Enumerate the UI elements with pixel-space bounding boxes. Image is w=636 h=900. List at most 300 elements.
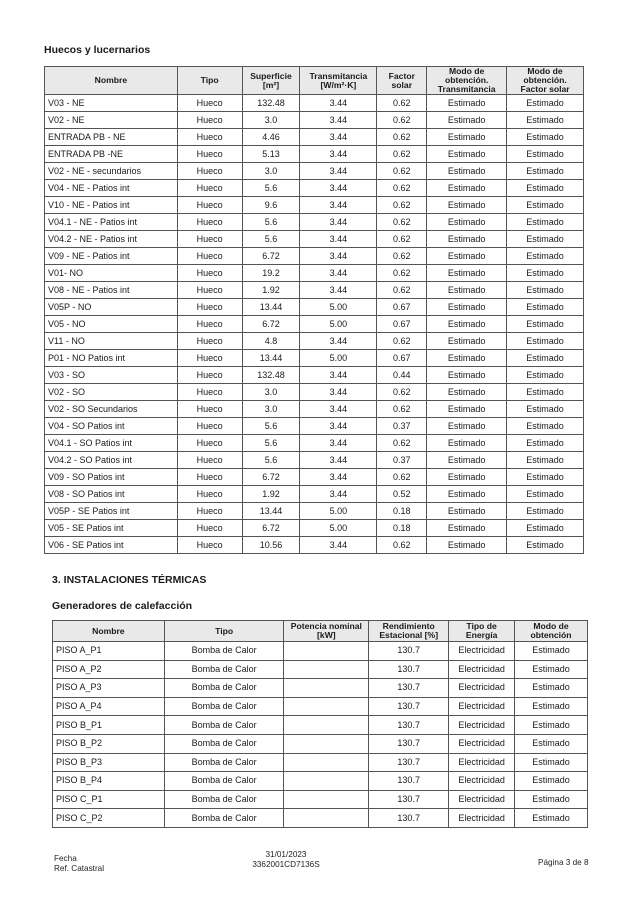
table-cell: 3.44 — [300, 333, 377, 350]
table-cell: 6.72 — [242, 520, 300, 537]
table-row — [45, 163, 584, 180]
table-cell: V11 - NO — [45, 333, 178, 350]
table-cell: 3.44 — [300, 197, 377, 214]
table-cell: 3.44 — [300, 95, 377, 112]
table-cell: 5.00 — [300, 299, 377, 316]
table-cell: Estimado — [507, 129, 584, 146]
table-cell — [284, 679, 369, 698]
table-cell: 1.92 — [242, 282, 300, 299]
table-cell: Estimado — [427, 486, 507, 503]
col-header-tipo: Tipo — [164, 621, 284, 642]
table-row — [45, 299, 584, 316]
table-cell: V09 - NE - Patios int — [45, 248, 178, 265]
table-cell: Estimado — [507, 469, 584, 486]
table-cell: Estimado — [427, 520, 507, 537]
col-header-transmitancia: Transmitancia [W/m²·K] — [300, 67, 377, 95]
table-cell: 0.62 — [377, 231, 427, 248]
table-cell: 3.44 — [300, 282, 377, 299]
table-cell: Estimado — [515, 679, 588, 698]
table-cell: Hueco — [177, 367, 242, 384]
table-cell: 0.62 — [377, 95, 427, 112]
table-cell: Estimado — [515, 734, 588, 753]
table-cell: 3.44 — [300, 418, 377, 435]
section-title-instalaciones: 3. INSTALACIONES TÉRMICAS — [52, 574, 207, 586]
table-cell: 0.62 — [377, 180, 427, 197]
table-cell: 0.62 — [377, 537, 427, 554]
table-cell: V08 - SO Patios int — [45, 486, 178, 503]
table-cell: 5.00 — [300, 316, 377, 333]
table-cell: Electricidad — [449, 809, 515, 828]
table-row — [53, 753, 588, 772]
table-cell: Estimado — [427, 367, 507, 384]
table-cell: PISO B_P2 — [53, 734, 165, 753]
table-cell: 3.44 — [300, 129, 377, 146]
table-cell: Hueco — [177, 163, 242, 180]
table-row — [45, 333, 584, 350]
table-cell: V06 - SE Patios int — [45, 537, 178, 554]
table-cell: 0.62 — [377, 163, 427, 180]
huecos-table — [44, 66, 584, 554]
table-cell: Estimado — [507, 384, 584, 401]
table-cell: Hueco — [177, 435, 242, 452]
table-cell: 0.44 — [377, 367, 427, 384]
table-row — [53, 716, 588, 735]
footer-labels — [54, 854, 104, 874]
table-cell: Estimado — [515, 772, 588, 791]
table-cell: Hueco — [177, 418, 242, 435]
table-cell: 130.7 — [369, 716, 449, 735]
table-cell: 3.44 — [300, 231, 377, 248]
table-cell: 5.6 — [242, 180, 300, 197]
table-cell: PISO A_P3 — [53, 679, 165, 698]
table-row — [53, 642, 588, 661]
table-row — [53, 697, 588, 716]
table-row — [45, 180, 584, 197]
table-cell: Estimado — [427, 265, 507, 282]
subsection-title-generadores: Generadores de calefacción — [52, 600, 193, 612]
table-cell: Bomba de Calor — [164, 753, 284, 772]
table-row — [53, 809, 588, 828]
table-cell: Bomba de Calor — [164, 697, 284, 716]
table-cell: V04.2 - SO Patios int — [45, 452, 178, 469]
table-cell: Estimado — [427, 333, 507, 350]
table-cell: 132.48 — [242, 367, 300, 384]
page-number: Página 3 de 8 — [538, 858, 589, 867]
table-cell: Estimado — [427, 401, 507, 418]
table-cell: PISO A_P2 — [53, 660, 165, 679]
table-cell: 0.52 — [377, 486, 427, 503]
table-cell: V10 - NE - Patios int — [45, 197, 178, 214]
table-cell: V04 - SO Patios int — [45, 418, 178, 435]
table-cell: Estimado — [507, 350, 584, 367]
table-cell: 0.62 — [377, 146, 427, 163]
table-cell: 0.62 — [377, 265, 427, 282]
table-cell: Estimado — [507, 486, 584, 503]
table-cell: 0.67 — [377, 316, 427, 333]
table-cell: 0.62 — [377, 282, 427, 299]
col-header-superficie: Superficie [m²] — [242, 67, 300, 95]
table-cell: Hueco — [177, 180, 242, 197]
table-cell — [284, 660, 369, 679]
table-cell: 5.00 — [300, 520, 377, 537]
table-row — [45, 112, 584, 129]
table-cell: 130.7 — [369, 660, 449, 679]
table-cell: 3.44 — [300, 401, 377, 418]
table-cell: 0.18 — [377, 520, 427, 537]
table-cell: 6.72 — [242, 316, 300, 333]
table-cell: Electricidad — [449, 716, 515, 735]
table-cell: V03 - NE — [45, 95, 178, 112]
table-cell: Estimado — [507, 231, 584, 248]
table-cell: 0.62 — [377, 214, 427, 231]
table-cell: 0.67 — [377, 299, 427, 316]
table-cell: Hueco — [177, 95, 242, 112]
table-cell: Estimado — [507, 163, 584, 180]
table-cell: Bomba de Calor — [164, 772, 284, 791]
table-cell: Hueco — [177, 248, 242, 265]
table-cell: V09 - SO Patios int — [45, 469, 178, 486]
table-cell: Estimado — [507, 214, 584, 231]
col-header-nombre: Nombre — [45, 67, 178, 95]
table-row — [45, 537, 584, 554]
table-cell: 5.6 — [242, 435, 300, 452]
generadores-table — [52, 620, 588, 828]
table-cell: 13.44 — [242, 503, 300, 520]
table-cell: Estimado — [507, 146, 584, 163]
table-row — [45, 265, 584, 282]
table-cell: Estimado — [427, 469, 507, 486]
table-cell: Estimado — [507, 299, 584, 316]
table-cell: Electricidad — [449, 697, 515, 716]
table-cell: 3.44 — [300, 248, 377, 265]
table-cell: Electricidad — [449, 642, 515, 661]
table-cell: 5.13 — [242, 146, 300, 163]
table-cell: Bomba de Calor — [164, 734, 284, 753]
table-cell: 3.44 — [300, 486, 377, 503]
table-cell: Bomba de Calor — [164, 809, 284, 828]
table-cell: Estimado — [427, 95, 507, 112]
table-cell: Hueco — [177, 146, 242, 163]
table-cell: Estimado — [507, 503, 584, 520]
table-cell — [284, 753, 369, 772]
table-cell: 3.0 — [242, 112, 300, 129]
table-cell: V05 - NO — [45, 316, 178, 333]
table-cell: 0.62 — [377, 401, 427, 418]
table-cell: 0.37 — [377, 452, 427, 469]
table-cell: Electricidad — [449, 772, 515, 791]
fecha-label: Fecha — [54, 854, 77, 863]
table-cell: 5.00 — [300, 350, 377, 367]
table-cell: Estimado — [507, 316, 584, 333]
table-cell: V04 - NE - Patios int — [45, 180, 178, 197]
table-cell: 4.46 — [242, 129, 300, 146]
table-cell: Estimado — [427, 350, 507, 367]
table-cell: 5.00 — [300, 503, 377, 520]
table-cell: Estimado — [515, 753, 588, 772]
table-cell: Hueco — [177, 333, 242, 350]
table-cell: Bomba de Calor — [164, 790, 284, 809]
table-cell: 130.7 — [369, 790, 449, 809]
table-cell: 0.62 — [377, 435, 427, 452]
table-cell: Estimado — [427, 163, 507, 180]
table-cell: 130.7 — [369, 809, 449, 828]
table-cell: Hueco — [177, 214, 242, 231]
table-cell: Hueco — [177, 265, 242, 282]
table-cell: 13.44 — [242, 299, 300, 316]
table-cell: Bomba de Calor — [164, 716, 284, 735]
table-cell: Bomba de Calor — [164, 660, 284, 679]
table-row — [45, 469, 584, 486]
table-cell: ENTRADA PB -NE — [45, 146, 178, 163]
table-cell: 3.44 — [300, 384, 377, 401]
table-cell: V01- NO — [45, 265, 178, 282]
table-cell: PISO B_P3 — [53, 753, 165, 772]
table-cell: Estimado — [427, 537, 507, 554]
table-cell: PISO A_P4 — [53, 697, 165, 716]
table-cell: Estimado — [427, 248, 507, 265]
table-row — [45, 248, 584, 265]
table-row — [53, 734, 588, 753]
table-cell: P01 - NO Patios int — [45, 350, 178, 367]
table-cell: 0.62 — [377, 197, 427, 214]
table-cell: V05P - SE Patios int — [45, 503, 178, 520]
table-cell: Estimado — [507, 248, 584, 265]
col-header-modo-transmitancia: Modo de obtención. Transmitancia — [427, 67, 507, 95]
table-cell: 6.72 — [242, 248, 300, 265]
table-cell: Estimado — [427, 180, 507, 197]
table-cell: 130.7 — [369, 642, 449, 661]
table-cell: Estimado — [427, 503, 507, 520]
table-cell: V04.1 - NE - Patios int — [45, 214, 178, 231]
table-cell: 130.7 — [369, 753, 449, 772]
col-header-modo-factor-solar: Modo de obtención. Factor solar — [507, 67, 584, 95]
table-cell: Hueco — [177, 197, 242, 214]
table-cell — [284, 734, 369, 753]
table-cell: 130.7 — [369, 679, 449, 698]
table-cell: PISO C_P2 — [53, 809, 165, 828]
table-row — [45, 231, 584, 248]
table-row — [45, 129, 584, 146]
table-cell: Hueco — [177, 129, 242, 146]
table-cell: V02 - SO Secundarios — [45, 401, 178, 418]
table-row — [53, 790, 588, 809]
table-cell: 3.44 — [300, 180, 377, 197]
table-cell: Hueco — [177, 469, 242, 486]
table-cell: 1.92 — [242, 486, 300, 503]
table-cell: 132.48 — [242, 95, 300, 112]
table-cell: Estimado — [507, 112, 584, 129]
table-cell: V02 - NE - secundarios — [45, 163, 178, 180]
footer-values — [226, 850, 346, 870]
col-header-tipo: Tipo — [177, 67, 242, 95]
table-cell: Estimado — [427, 197, 507, 214]
table-cell: Hueco — [177, 384, 242, 401]
table-cell: Estimado — [515, 809, 588, 828]
table-cell: Bomba de Calor — [164, 642, 284, 661]
table-cell: Estimado — [507, 180, 584, 197]
table-row — [45, 418, 584, 435]
table-cell: Estimado — [507, 265, 584, 282]
table-cell: Hueco — [177, 350, 242, 367]
table-cell: Estimado — [507, 367, 584, 384]
table-row — [45, 520, 584, 537]
table-cell: Estimado — [507, 282, 584, 299]
table-cell: Electricidad — [449, 734, 515, 753]
fecha-value: 31/01/2023 — [265, 850, 307, 859]
table-cell: Estimado — [427, 231, 507, 248]
ref-catastral-label: Ref. Catastral — [54, 864, 105, 873]
table-cell: Estimado — [427, 112, 507, 129]
table-cell: Estimado — [507, 95, 584, 112]
table-row — [45, 367, 584, 384]
table-cell — [284, 809, 369, 828]
table-row — [45, 214, 584, 231]
table-row — [53, 660, 588, 679]
table-cell: 6.72 — [242, 469, 300, 486]
table-cell: Hueco — [177, 316, 242, 333]
table-cell: 3.0 — [242, 384, 300, 401]
table-cell: 13.44 — [242, 350, 300, 367]
table-cell: 0.62 — [377, 248, 427, 265]
table-cell: Hueco — [177, 520, 242, 537]
table-row — [45, 384, 584, 401]
table-cell: Estimado — [515, 642, 588, 661]
table-cell: Estimado — [427, 435, 507, 452]
table-cell: Estimado — [507, 197, 584, 214]
table-cell: 3.44 — [300, 112, 377, 129]
table-cell: Estimado — [507, 520, 584, 537]
table-cell — [284, 772, 369, 791]
table-cell: 5.6 — [242, 214, 300, 231]
col-header-rendimiento: Rendimiento Estacional [%] — [369, 621, 449, 642]
table-row — [45, 316, 584, 333]
section-title-huecos: Huecos y lucernarios — [44, 44, 151, 56]
table-row — [45, 197, 584, 214]
table-cell: 0.37 — [377, 418, 427, 435]
table-row — [45, 452, 584, 469]
table-cell: V04.2 - NE - Patios int — [45, 231, 178, 248]
table-cell: Hueco — [177, 112, 242, 129]
table-cell: Estimado — [507, 435, 584, 452]
table-cell: 3.0 — [242, 401, 300, 418]
table-cell: V02 - SO — [45, 384, 178, 401]
table-cell: 0.18 — [377, 503, 427, 520]
table-cell: 3.44 — [300, 435, 377, 452]
table-cell: 10.56 — [242, 537, 300, 554]
table-cell: 0.62 — [377, 129, 427, 146]
table-cell: 3.44 — [300, 214, 377, 231]
table-cell: V03 - SO — [45, 367, 178, 384]
table-cell: Estimado — [427, 418, 507, 435]
table-cell: V08 - NE - Patios int — [45, 282, 178, 299]
table-cell: 0.67 — [377, 350, 427, 367]
table-row — [45, 350, 584, 367]
table-cell: Hueco — [177, 231, 242, 248]
table-cell: 130.7 — [369, 772, 449, 791]
table-row — [45, 486, 584, 503]
table-cell — [284, 790, 369, 809]
table-cell: 0.62 — [377, 469, 427, 486]
table-cell: 5.6 — [242, 418, 300, 435]
table-cell: Estimado — [427, 384, 507, 401]
table-cell: V05P - NO — [45, 299, 178, 316]
col-header-modo-obtencion: Modo de obtención — [515, 621, 588, 642]
table-cell: 3.44 — [300, 367, 377, 384]
col-header-factor-solar: Factor solar — [377, 67, 427, 95]
table-cell: Estimado — [515, 716, 588, 735]
table-cell: V05 - SE Patios int — [45, 520, 178, 537]
table-cell: Estimado — [427, 316, 507, 333]
table-cell: Estimado — [515, 660, 588, 679]
table-cell: 130.7 — [369, 697, 449, 716]
table-cell: Electricidad — [449, 679, 515, 698]
table-cell: ENTRADA PB - NE — [45, 129, 178, 146]
table-cell: Estimado — [427, 129, 507, 146]
table-cell: Estimado — [507, 418, 584, 435]
table-cell: V02 - NE — [45, 112, 178, 129]
table-cell: Estimado — [507, 333, 584, 350]
table-cell: Estimado — [427, 282, 507, 299]
table-cell: Hueco — [177, 401, 242, 418]
table-cell: 3.44 — [300, 469, 377, 486]
table-cell: 4.8 — [242, 333, 300, 350]
table-cell: Estimado — [427, 452, 507, 469]
table-cell: 5.6 — [242, 231, 300, 248]
table-row — [53, 679, 588, 698]
table-cell: 0.62 — [377, 333, 427, 350]
table-cell: Electricidad — [449, 790, 515, 809]
table-cell: V04.1 - SO Patios int — [45, 435, 178, 452]
table-cell: Estimado — [515, 697, 588, 716]
col-header-nombre: Nombre — [53, 621, 165, 642]
col-header-potencia: Potencia nominal [kW] — [284, 621, 369, 642]
table-row — [45, 401, 584, 418]
table-cell: 0.62 — [377, 112, 427, 129]
table-cell: 3.44 — [300, 537, 377, 554]
table-cell: 3.44 — [300, 452, 377, 469]
table-row — [53, 772, 588, 791]
table-header-row — [45, 67, 584, 95]
table-cell: 5.6 — [242, 452, 300, 469]
table-cell: 3.44 — [300, 163, 377, 180]
table-cell — [284, 642, 369, 661]
table-cell: PISO B_P4 — [53, 772, 165, 791]
ref-catastral-value: 3362001CD7136S — [252, 860, 320, 869]
table-cell: Estimado — [427, 214, 507, 231]
table-row — [45, 146, 584, 163]
table-cell: Estimado — [507, 401, 584, 418]
table-cell — [284, 697, 369, 716]
table-cell: PISO C_P1 — [53, 790, 165, 809]
table-cell: 19.2 — [242, 265, 300, 282]
table-cell: 3.44 — [300, 265, 377, 282]
table-cell: Hueco — [177, 299, 242, 316]
table-cell: Estimado — [507, 452, 584, 469]
table-cell: Estimado — [427, 299, 507, 316]
table-cell: Hueco — [177, 486, 242, 503]
table-cell: PISO A_P1 — [53, 642, 165, 661]
table-cell: Hueco — [177, 452, 242, 469]
table-row — [45, 282, 584, 299]
table-cell: 3.44 — [300, 146, 377, 163]
table-cell: Electricidad — [449, 753, 515, 772]
table-cell: Hueco — [177, 537, 242, 554]
table-cell: Electricidad — [449, 660, 515, 679]
table-cell: 130.7 — [369, 734, 449, 753]
table-cell: PISO B_P1 — [53, 716, 165, 735]
table-cell: Estimado — [515, 790, 588, 809]
table-cell: 3.0 — [242, 163, 300, 180]
